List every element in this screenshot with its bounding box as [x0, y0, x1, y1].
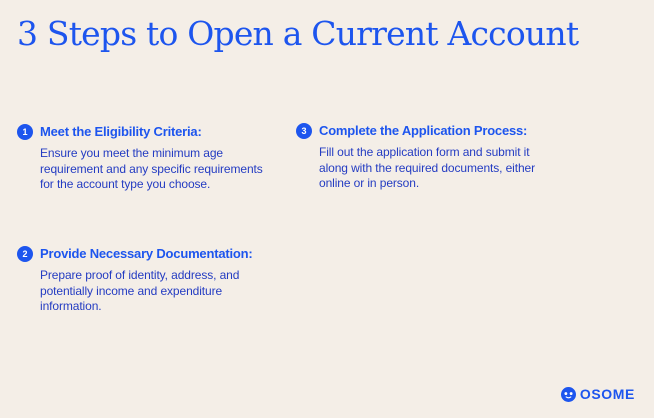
step-number-badge: 2 [17, 246, 33, 262]
step-description: Fill out the application form and submit it along with the required documents, either online or in person. [319, 145, 536, 190]
step-description: Ensure you meet the minimum age requirement and any specific requirements for the account type you choose. [40, 146, 263, 191]
step-title: Meet the Eligibility Criteria: [40, 124, 202, 139]
step-2 [17, 246, 267, 315]
osome-logo [561, 385, 635, 403]
step-description: Prepare proof of identity, address, and potentially income and expenditure information. [40, 268, 240, 313]
step-1 [17, 124, 267, 193]
step-title: Provide Necessary Documentation: [40, 246, 253, 261]
step-title: Complete the Application Process: [319, 123, 528, 138]
step-3 [296, 123, 546, 192]
step-number-badge: 1 [17, 124, 33, 140]
logo-text: OSOME [579, 386, 635, 402]
step-number-badge: 3 [296, 123, 312, 139]
osome-face-icon [561, 387, 576, 402]
page-title: 3 Steps to Open a Current Account [17, 14, 579, 53]
